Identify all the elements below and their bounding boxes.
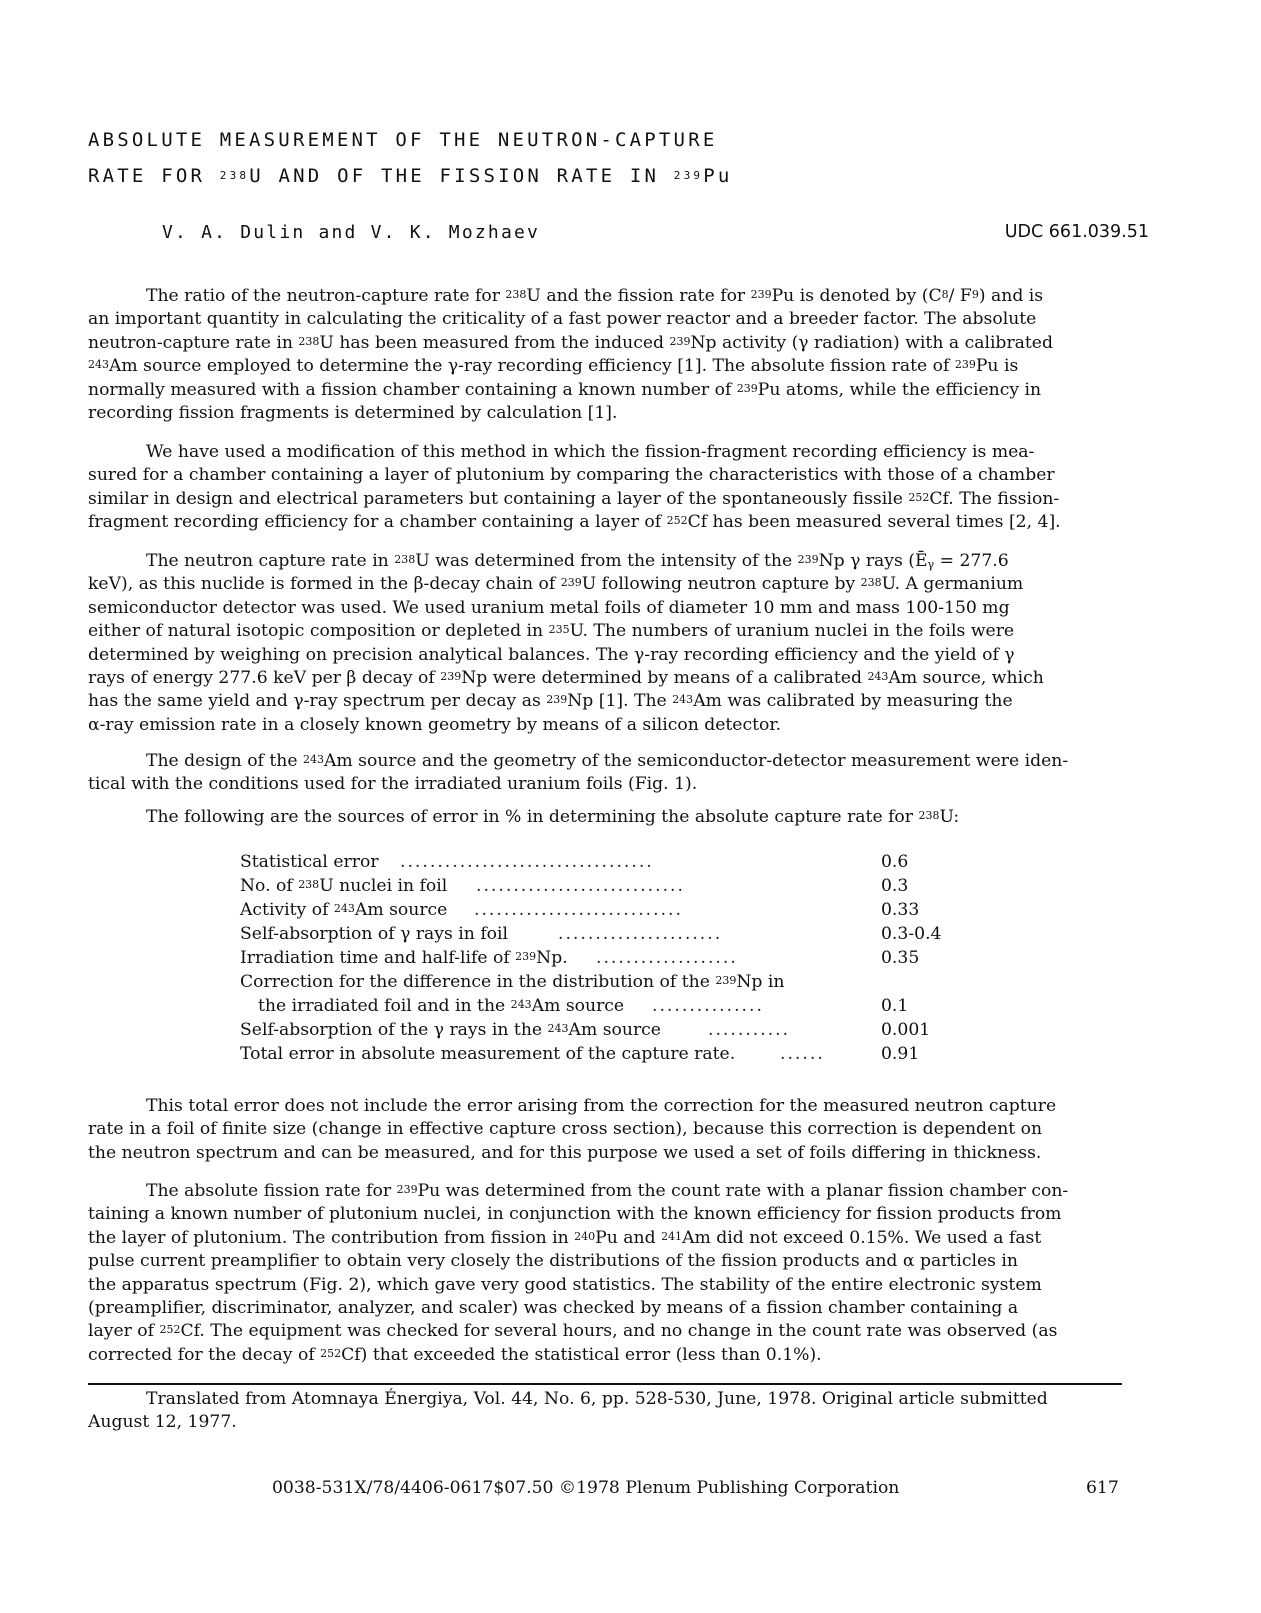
error-sources-table — [240, 852, 1000, 1068]
error-row: Total error in absolute measurement of the capture rate. ...... 0.91 — [240, 1044, 920, 1064]
authors: V. A. Dulin and V. K. Mozhaev — [162, 222, 541, 243]
paragraph-3: The neutron capture rate in $^{238}$U was determined from the intensity of the $^{239}$Np γ rays ($Ē_\gamma = 277.6$ keV), as this nuclide is formed in the β-decay chain of $^{239}$U following neutron capture by $^{238}$U. A germanium semiconductor detector was used. We used uranium metal foils of diameter 10 mm and mass 100-150 mg either of natural isotopic composition or depleted in $^{235}$U. The numbers of uranium nuclei in the foils were determined by weighing on precision analytical balances. The γ-ray recording efficiency and the yield of γ rays of energy 277.6 keV per β decay of $^{239}$Np were determined by means of a calibrated $^{243}$Am source, which has the same yield and γ-ray spectrum per decay as $^{239}$Np [1]. The $^{243}$Am was calibrated by measuring the α-ray emission rate in a closely known geometry by means of a silicon detector. — [88, 551, 1044, 735]
udc-code: UDC 661.039.51 — [1004, 222, 1149, 242]
paragraph-5: This total error does not include the error arising from the correction for the measured neutron capture rate in a foil of finite size (change in effective capture cross section), because this correction is dependent on the neutron spectrum and can be measured, and for this purpose we used a set of foils differing in thickness. — [88, 1096, 1057, 1163]
error-row: Activity of $^{243}$Am source ............................ 0.33 — [240, 900, 920, 920]
errors-intro: The following are the sources of error in % in determining the absolute capture rate for $^{238}$U: — [146, 807, 960, 827]
error-row: Irradiation time and half-life of $^{239}$Np. ................... 0.35 — [240, 948, 920, 968]
leader-dots: ................... — [596, 948, 738, 968]
leader-dots: .................................. — [400, 852, 654, 872]
error-value: 0.001 — [881, 1020, 931, 1040]
error-value: 0.33 — [881, 900, 920, 920]
article-title-line-1: ABSOLUTE MEASUREMENT OF THE NEUTRON-CAPTURE — [88, 129, 718, 151]
error-value: 0.91 — [881, 1044, 920, 1064]
error-row: No. of $^{238}$U nuclei in foil ............................ 0.3 — [240, 876, 909, 896]
error-value: 0.35 — [881, 948, 920, 968]
paragraph-2: We have used a modification of this method in which the fission-fragment recording efficiency is mea- sured for a chamber containing a layer of plutonium by comparing the characteristics with those of a chamber similar in design and electrical parameters but containing a layer of the spontaneously fissile $^{252}$Cf. The fission- fragment recording efficiency for a chamber containing a layer of $^{252}$Cf has been measured several times [2, 4]. — [88, 442, 1061, 533]
article-title-line-2: RATE FOR $^{238}$U AND OF THE FISSION RATE IN $^{239}$Pu — [88, 165, 733, 187]
translation-footnote: Translated from Atomnaya Énergiya, Vol. 44, No. 6, pp. 528-530, June, 1978. Original article submitted August 12, 1977. — [88, 1389, 1048, 1432]
error-row: Correction for the difference in the distribution of the $^{239}$Np in — [240, 972, 785, 992]
leader-dots: ...... — [780, 1044, 825, 1064]
leader-dots: ...................... — [558, 924, 723, 944]
error-row: Statistical error .................................. 0.6 — [240, 852, 909, 872]
error-value: 0.3-0.4 — [881, 924, 942, 944]
leader-dots: ............................ — [476, 876, 685, 896]
footnote-rule — [88, 1383, 1122, 1385]
leader-dots: ............................ — [474, 900, 683, 920]
error-value: 0.3 — [881, 876, 909, 896]
error-row: Self-absorption of γ rays in foil ...................... 0.3-0.4 — [240, 924, 942, 944]
leader-dots: ............... — [652, 996, 764, 1016]
paragraph-4: The design of the $^{243}$Am source and the geometry of the semiconductor-detector measurement were iden- tical with the conditions used for the irradiated uranium foils (Fig. 1). — [88, 751, 1069, 795]
paragraph-1: The ratio of the neutron-capture rate for $^{238}$U and the fission rate for $^{239}$Pu is denoted by ($C^8/$ $F^9$) and is an important quantity in calculating the criticality of a fast power reactor and a breeder factor. The absolute neutron-capture rate in $^{238}$U has been measured from the induced $^{239}$Np activity (γ radiation) with a calibrated $^{243}$Am source employed to determine the γ-ray recording efficiency [1]. The absolute fission rate of $^{239}$Pu is normally measured with a fission chamber containing a known number of $^{239}$Pu atoms, while the efficiency in recording fission fragments is determined by calculation [1]. — [88, 286, 1053, 424]
page-number: 617 — [1086, 1478, 1119, 1498]
error-value: 0.1 — [881, 996, 909, 1016]
error-value: 0.6 — [881, 852, 909, 872]
copyright-line: 0038-531X/78/4406-0617$07.50 ©1978 Plenum Publishing Corporation — [272, 1478, 900, 1498]
leader-dots: ........... — [708, 1020, 791, 1040]
error-row: the irradiated foil and in the $^{243}$Am source ............... 0.1 — [258, 996, 909, 1016]
error-row: Self-absorption of the γ rays in the $^{243}$Am source ........... 0.001 — [240, 1020, 931, 1040]
paragraph-6: The absolute fission rate for $^{239}$Pu was determined from the count rate with a planar fission chamber con- taining a known number of plutonium nuclei, in conjunction with the known efficiency for fission products from the layer of plutonium. The contribution from fission in $^{240}$Pu and $^{241}$Am did not exceed 0.15%. We used a fast pulse current preamplifier to obtain very closely the distributions of the fission products and α particles in the apparatus spectrum (Fig. 2), which gave very good statistics. The stability of the entire electronic system (preamplifier, discriminator, analyzer, and scaler) was checked by means of a fission chamber containing a layer of $^{252}$Cf. The equipment was checked for several hours, and no change in the count rate was observed (as corrected for the decay of $^{252}$Cf) that exceeded the statistical error (less than 0.1%). — [88, 1181, 1069, 1365]
